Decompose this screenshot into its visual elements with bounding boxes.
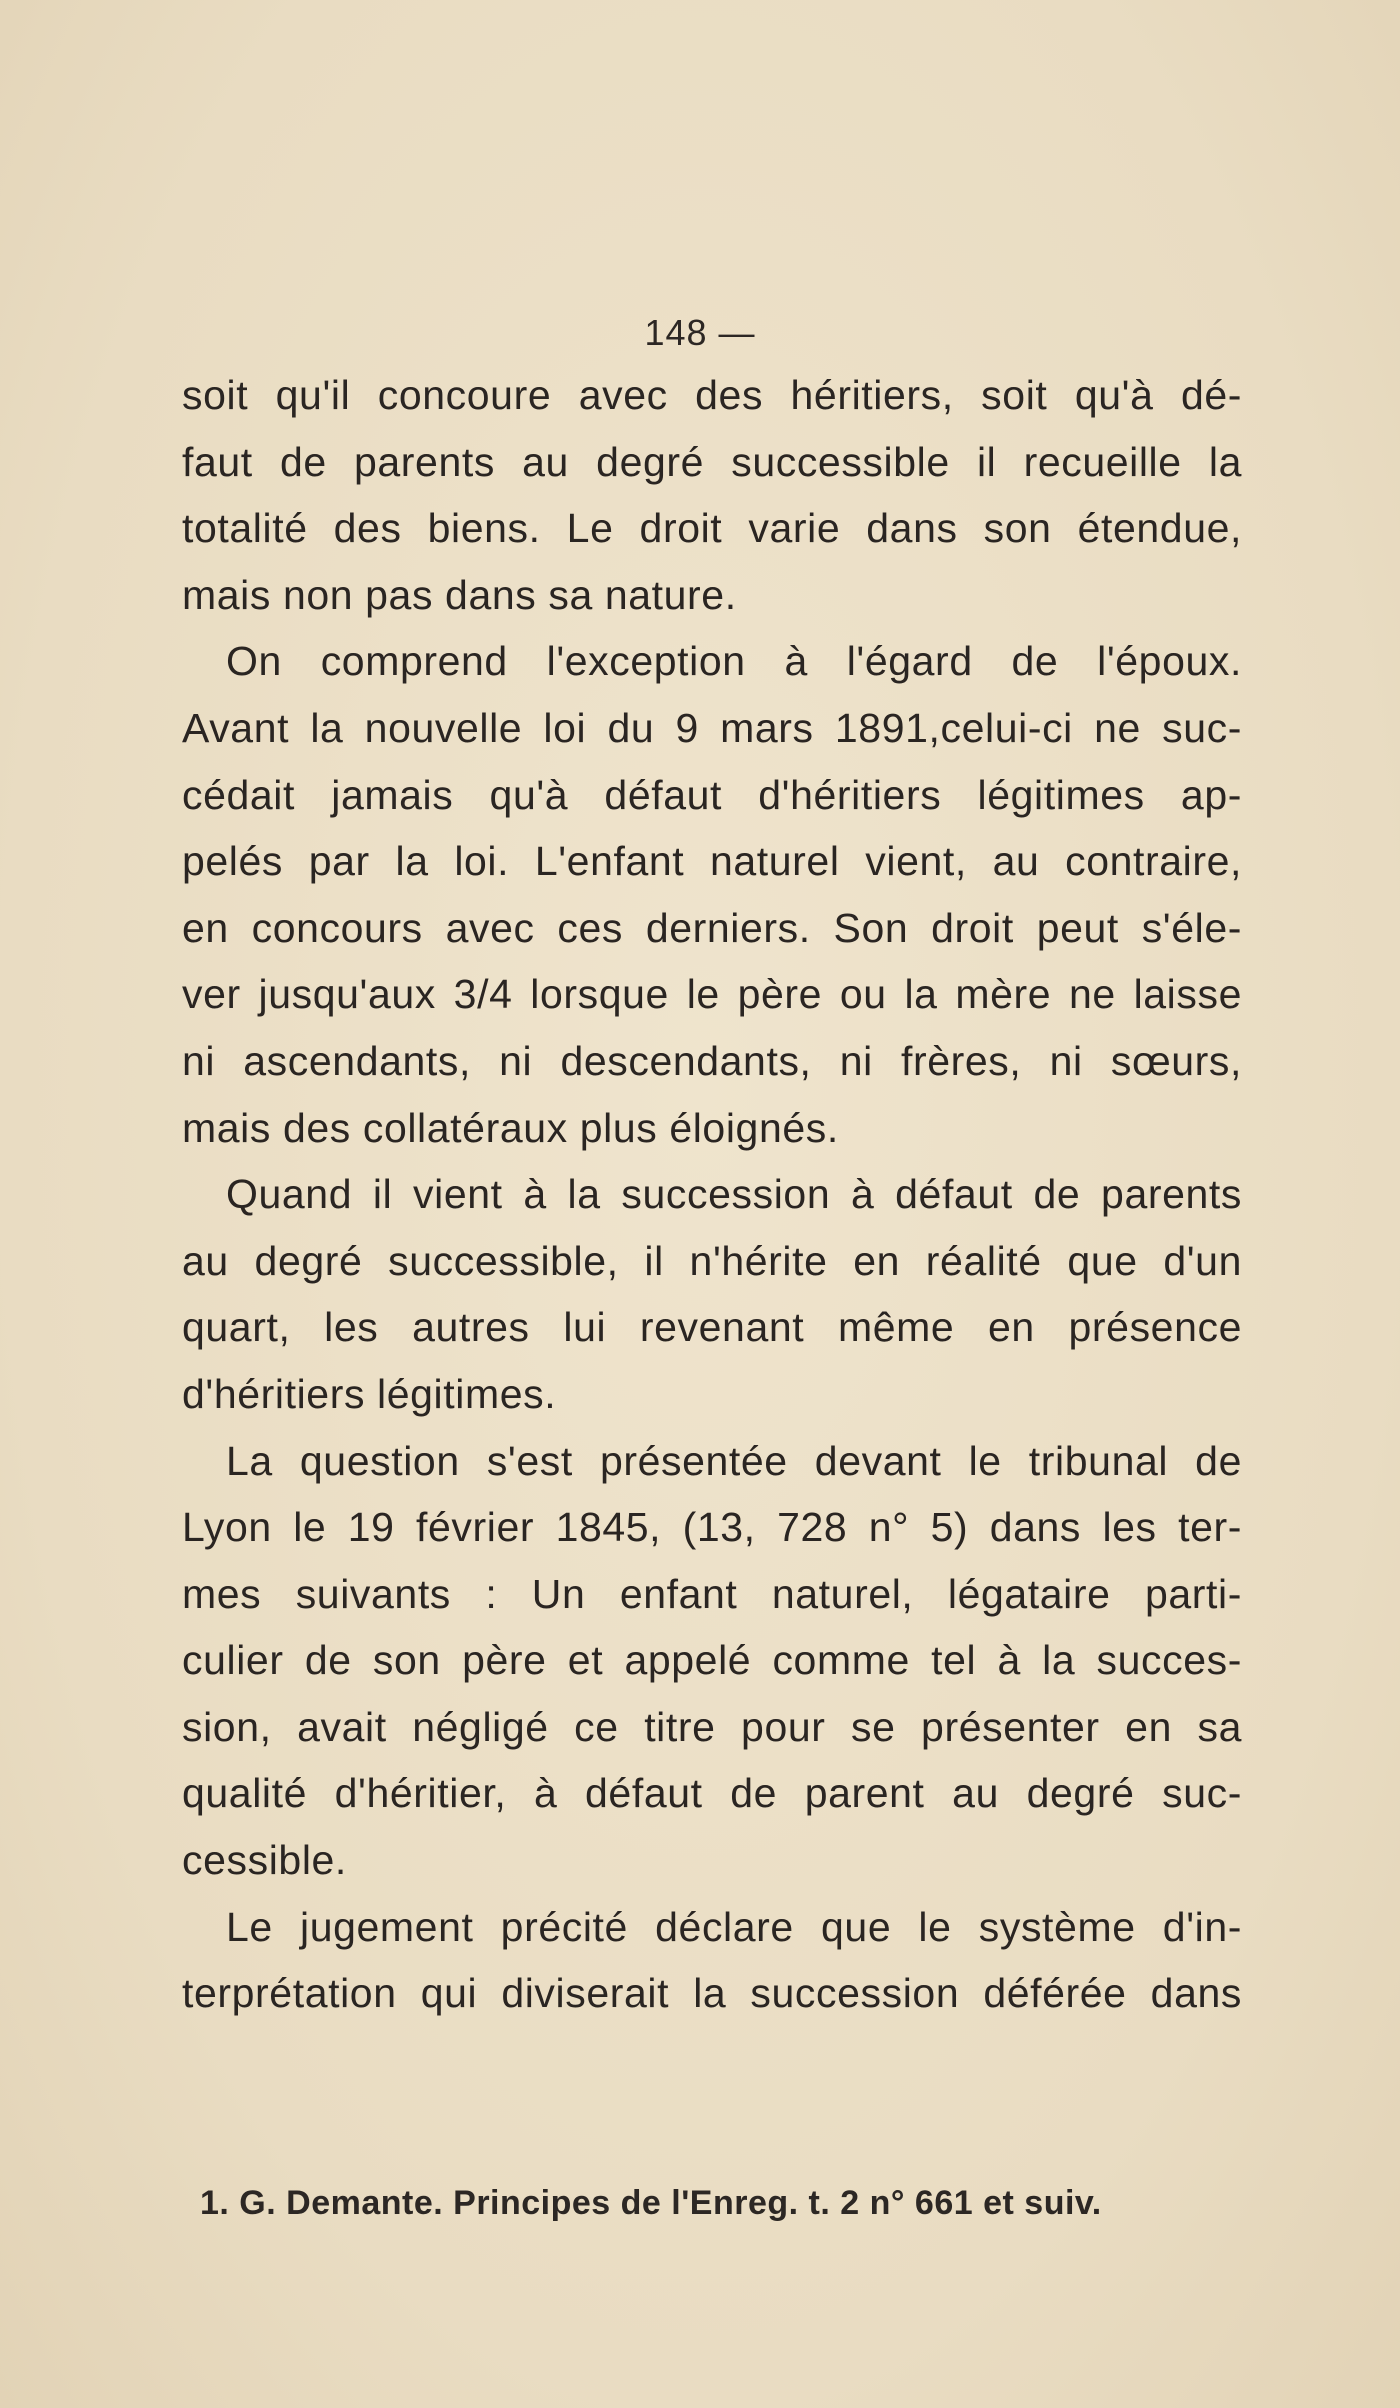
text-line: Avant la nouvelle loi du 9 mars 1891,celui-ci ne suc- bbox=[182, 704, 1242, 751]
text-line: La question s'est présentée devant le tribunal de bbox=[226, 1437, 1242, 1484]
text-line: pelés par la loi. L'enfant naturel vient, au contraire, bbox=[182, 838, 1242, 885]
text-line: en concours avec ces derniers. Son droit peut s'éle- bbox=[182, 904, 1242, 951]
text-line: culier de son père et appelé comme tel à la succes- bbox=[182, 1637, 1242, 1684]
text-line: faut de parents au degré successible il recueille la bbox=[182, 438, 1242, 485]
text-line: totalité des biens. Le droit varie dans son étendue, bbox=[182, 505, 1242, 552]
footnote: 1. G. Demante. Principes de l'Enreg. t. 2 n° 661 et suiv. bbox=[200, 2184, 1102, 2222]
text-line: cessible. bbox=[182, 1837, 347, 1884]
page-number: 148 — bbox=[644, 312, 756, 353]
text-line: soit qu'il concoure avec des héritiers, soit qu'à dé- bbox=[182, 372, 1242, 418]
text-line: qualité d'héritier, à défaut de parent au degré suc- bbox=[182, 1770, 1242, 1817]
text-line: d'héritiers légitimes. bbox=[182, 1370, 557, 1417]
text-line: au degré successible, il n'hérite en réalité que d'un bbox=[182, 1237, 1242, 1284]
text-line: mais des collatéraux plus éloignés. bbox=[182, 1104, 839, 1151]
text-line: ver jusqu'aux 3/4 lorsque le père ou la mère ne laisse bbox=[182, 971, 1242, 1018]
body-text bbox=[182, 362, 1242, 2027]
text-line: quart, les autres lui revenant même en présence bbox=[182, 1304, 1242, 1351]
text-line: ni ascendants, ni descendants, ni frères, ni sœurs, bbox=[182, 1037, 1242, 1084]
text-line: cédait jamais qu'à défaut d'héritiers légitimes ap- bbox=[182, 771, 1242, 818]
text-line: terprétation qui diviserait la succession déférée dans bbox=[182, 1970, 1242, 2017]
text-line: sion, avait négligé ce titre pour se présenter en sa bbox=[182, 1703, 1242, 1750]
text-line: Lyon le 19 février 1845, (13, 728 n° 5) dans les ter- bbox=[182, 1504, 1242, 1551]
text-line: mais non pas dans sa nature. bbox=[182, 571, 737, 618]
text-line: On comprend l'exception à l'égard de l'époux. bbox=[226, 638, 1242, 685]
text-line: Le jugement précité déclare que le système d'in- bbox=[226, 1903, 1242, 1950]
text-line: Quand il vient à la succession à défaut de parents bbox=[226, 1171, 1242, 1218]
text-line: mes suivants : Un enfant naturel, légataire parti- bbox=[182, 1570, 1242, 1617]
